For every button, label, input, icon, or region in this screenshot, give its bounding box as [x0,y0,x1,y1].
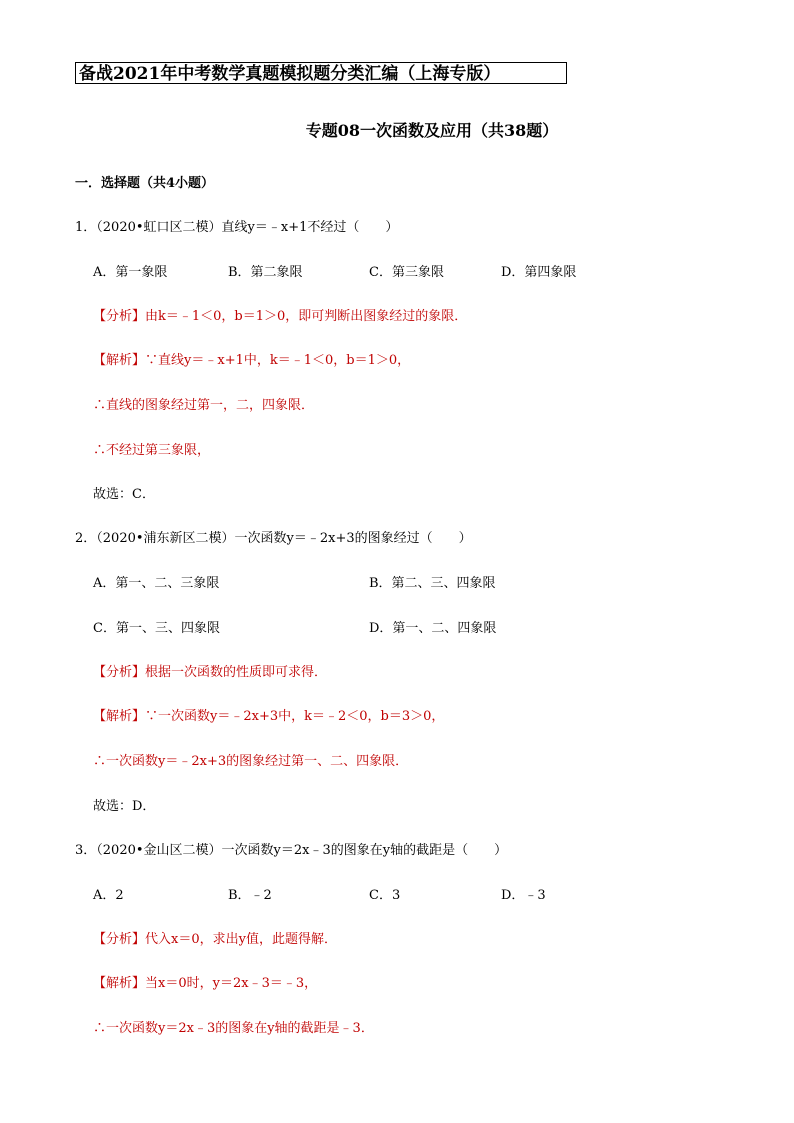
question-2-step-1: ∴一次函数y＝﹣2x+3的图象经过第一、二、四象限． [93,754,409,769]
page-title: 专题08一次函数及应用（共38题） [305,121,559,140]
question-3-option-c: C．3 [369,888,401,903]
question-3-option-b: B．﹣2 [228,888,272,903]
question-3-stem: 3．（2020•金山区二模）一次函数y＝2x﹣3的图象在y轴的截距是（ ） [75,843,508,858]
analysis-tag: 【分析】 [93,932,146,947]
question-3-analysis [93,928,337,947]
question-1-option-a: A．第一象限 [93,265,168,280]
question-2-option-b: B．第二、三、四象限 [369,576,496,591]
analysis-text: 由k＝﹣1＜0，b＝1＞0，即可判断出图象经过的象限． [145,309,468,324]
analysis-text: 代入x＝0，求出y值，此题得解． [145,932,337,947]
question-1-step-2: ∴不经过第三象限， [93,443,211,458]
solution-tag: 【解析】 [93,709,146,724]
solution-tag: 【解析】 [93,353,146,368]
question-1-option-c: C．第三象限 [369,265,444,280]
question-2-stem: 2．（2020•浦东新区二模）一次函数y＝﹣2x+3的图象经过（ ） [75,531,472,546]
question-1-option-b: B．第二象限 [228,265,303,280]
solution-text: ∵一次函数y＝﹣2x+3中，k＝﹣2＜0，b＝3＞0， [145,709,445,724]
section-heading: 一．选择题（共4小题） [75,176,215,191]
question-3-solution [93,972,317,991]
question-2-answer: 故选：D． [93,799,156,814]
solution-text: ∵直线y＝﹣x+1中，k＝﹣1＜0，b＝1＞0， [145,353,411,368]
question-2-option-a: A．第一、二、三象限 [93,576,220,591]
question-1-answer: 故选：C． [93,487,155,502]
question-3-step-1: ∴一次函数y＝2x﹣3的图象在y轴的截距是﹣3． [93,1021,374,1036]
question-2-option-c: C．第一、三、四象限 [93,621,220,636]
question-3-option-d: D．﹣3 [501,888,546,903]
analysis-tag: 【分析】 [93,665,146,680]
analysis-text: 根据一次函数的性质即可求得． [145,665,328,680]
solution-tag: 【解析】 [93,976,146,991]
question-1-option-d: D．第四象限 [501,265,577,280]
question-2-option-d: D．第一、二、四象限 [369,621,497,636]
collection-banner: 备战2021年中考数学真题模拟题分类汇编（上海专版） [75,62,567,84]
question-1-stem: 1．（2020•虹口区二模）直线y＝﹣x+1不经过（ ） [75,220,399,235]
question-2-solution [93,705,444,724]
question-1-step-1: ∴直线的图象经过第一，二，四象限． [93,398,315,413]
question-3-option-a: A．2 [93,888,124,903]
question-2-analysis [93,661,327,680]
solution-text: 当x＝0时，y＝2x﹣3＝﹣3， [145,976,318,991]
question-1-solution [93,349,410,368]
question-1-analysis [93,305,467,324]
analysis-tag: 【分析】 [93,309,146,324]
